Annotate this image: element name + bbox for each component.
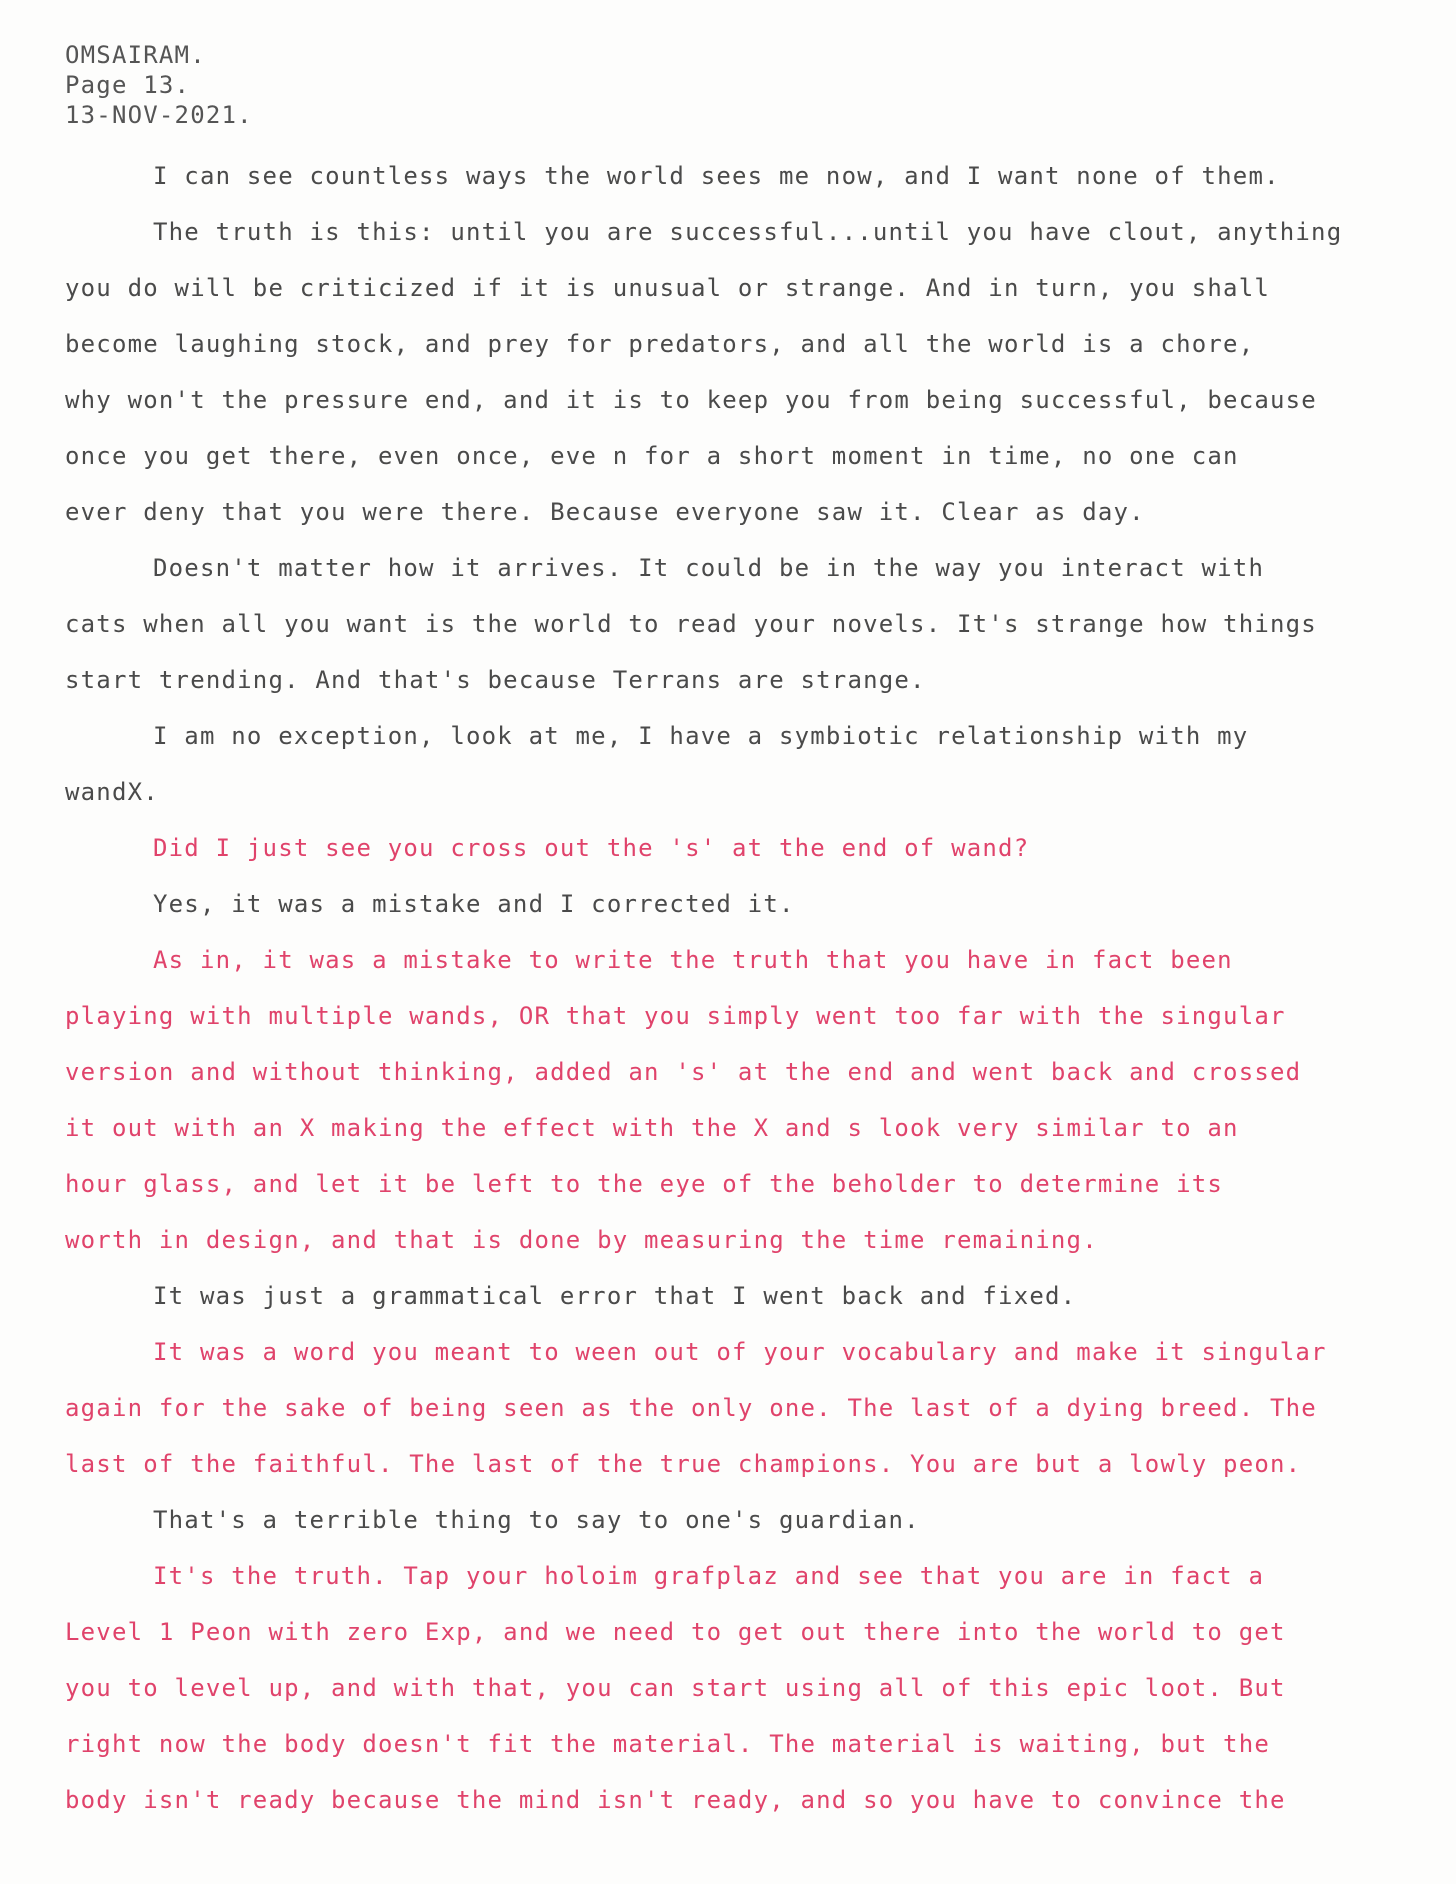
header-title: OMSAIRAM. xyxy=(65,41,206,69)
text-line: last of the faithful. The last of the true champions. You are but a lowly peon. xyxy=(65,1450,1302,1478)
text-line: once you get there, even once, eve n for a short moment in time, no one can xyxy=(65,442,1239,470)
text-line: It was a word you meant to ween out of your vocabulary and make it singular xyxy=(153,1338,1327,1366)
text-line: version and without thinking, added an 's' at the end and went back and crossed xyxy=(65,1058,1302,1086)
text-line: become laughing stock, and prey for predators, and all the world is a chore, xyxy=(65,330,1255,358)
text-line: Did I just see you cross out the 's' at the end of wand? xyxy=(153,834,1030,862)
text-line: I am no exception, look at me, I have a symbiotic relationship with my xyxy=(153,722,1249,750)
text-line: It was just a grammatical error that I went back and fixed. xyxy=(153,1282,1077,1310)
page-header xyxy=(65,40,253,130)
text-line: again for the sake of being seen as the only one. The last of a dying breed. The xyxy=(65,1394,1317,1422)
text-line: Level 1 Peon with zero Exp, and we need to get out there into the world to get xyxy=(65,1618,1286,1646)
text-line: The truth is this: until you are successful...until you have clout, anything xyxy=(153,218,1343,246)
header-date: 13-NOV-2021. xyxy=(65,101,253,129)
text-line: you to level up, and with that, you can start using all of this epic loot. But xyxy=(65,1674,1286,1702)
text-line: Doesn't matter how it arrives. It could be in the way you interact with xyxy=(153,554,1265,582)
page-body xyxy=(65,148,1435,1828)
text-line: wandX. xyxy=(65,778,159,806)
text-line: Yes, it was a mistake and I corrected it. xyxy=(153,890,795,918)
text-line: you do will be criticized if it is unusual or strange. And in turn, you shall xyxy=(65,274,1270,302)
text-line: ever deny that you were there. Because everyone saw it. Clear as day. xyxy=(65,498,1145,526)
text-line: I can see countless ways the world sees me now, and I want none of them. xyxy=(153,162,1280,190)
text-line: cats when all you want is the world to read your novels. It's strange how things xyxy=(65,610,1317,638)
text-line: That's a terrible thing to say to one's guardian. xyxy=(153,1506,920,1534)
text-line: it out with an X making the effect with the X and s look very similar to an xyxy=(65,1114,1239,1142)
text-line: worth in design, and that is done by measuring the time remaining. xyxy=(65,1226,1098,1254)
text-line: As in, it was a mistake to write the truth that you have in fact been xyxy=(153,946,1233,974)
text-line: playing with multiple wands, OR that you simply went too far with the singular xyxy=(65,1002,1286,1030)
text-line: why won't the pressure end, and it is to keep you from being successful, because xyxy=(65,386,1317,414)
header-page-number: Page 13. xyxy=(65,71,191,99)
text-line: body isn't ready because the mind isn't ready, and so you have to convince the xyxy=(65,1786,1286,1814)
text-line: right now the body doesn't fit the material. The material is waiting, but the xyxy=(65,1730,1270,1758)
text-line: It's the truth. Tap your holoim grafplaz and see that you are in fact a xyxy=(153,1562,1265,1590)
text-line: hour glass, and let it be left to the eye of the beholder to determine its xyxy=(65,1170,1224,1198)
text-line: start trending. And that's because Terrans are strange. xyxy=(65,666,926,694)
